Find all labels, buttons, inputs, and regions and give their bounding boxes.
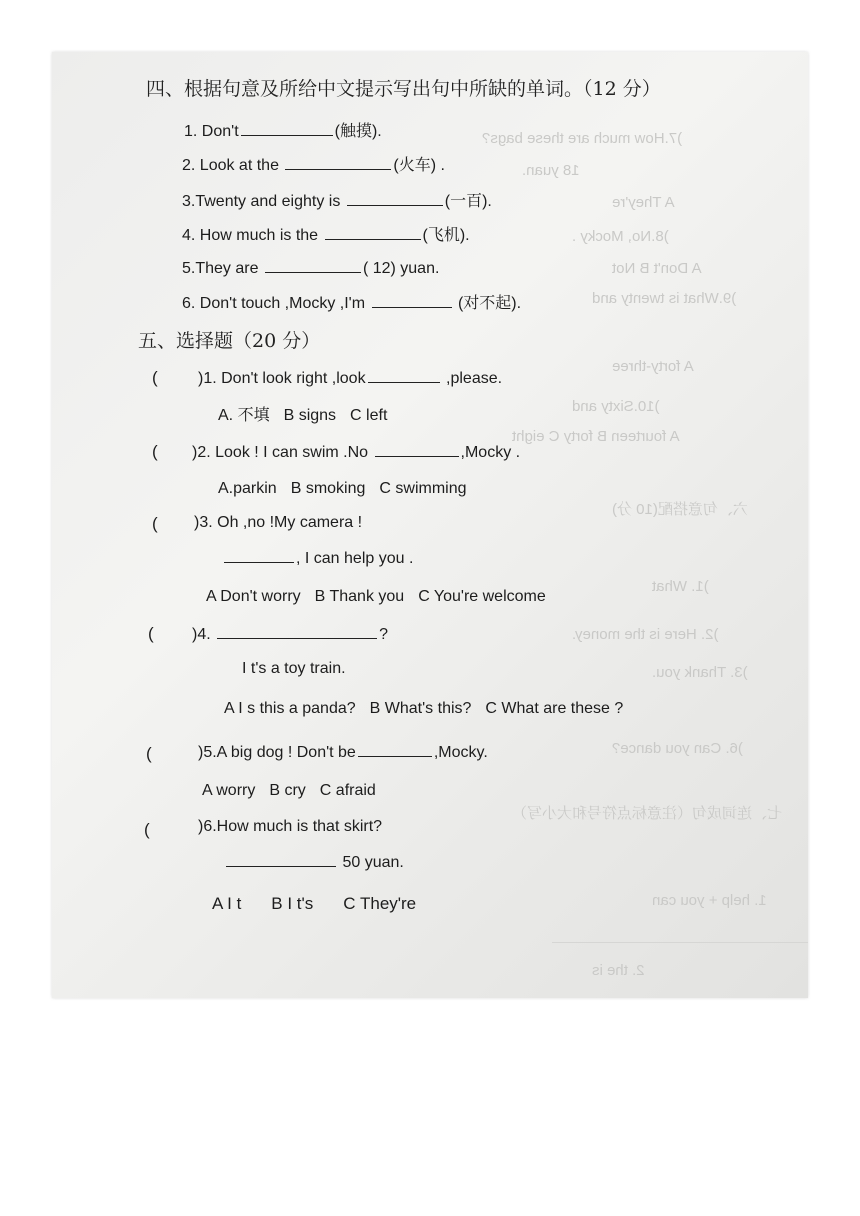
fill-item-6	[182, 290, 521, 313]
question-3-line-2	[222, 548, 413, 568]
fill-item-6-hint: (对不起).	[457, 295, 522, 312]
option-a[interactable]: A.parkin	[218, 480, 277, 497]
fill-item-1	[184, 118, 382, 141]
worksheet-page	[52, 52, 808, 998]
question-3-options	[206, 588, 546, 606]
bleed-through-text: )1. What	[652, 578, 709, 595]
choice-question-4	[192, 624, 388, 644]
question-1-stem-end: ,please.	[446, 370, 503, 387]
fill-item-5-text: 5.They are	[182, 260, 259, 277]
fill-item-5-blank[interactable]	[265, 258, 361, 273]
bleed-through-text: )8.No, Mocky .	[572, 228, 669, 245]
bleed-through-text: 七、连词成句（注意标点符号和大小写）	[512, 805, 783, 822]
fill-item-6-blank[interactable]	[372, 293, 452, 308]
bleed-through-text: A They're	[612, 194, 675, 211]
question-3-line-2-text: , I can help you .	[296, 550, 414, 567]
question-3-stem: )3. Oh ,no !My camera !	[194, 514, 363, 531]
fill-item-5-hint: ( 12) yuan.	[362, 260, 440, 277]
bleed-through-text: )3. Thank you.	[652, 664, 748, 681]
answer-paren[interactable]: (	[144, 820, 150, 839]
choice-question-5	[198, 742, 488, 762]
fill-item-5	[182, 258, 439, 278]
question-5-options	[202, 782, 376, 800]
bleed-through-text: )7.How much are these bags?	[482, 130, 683, 147]
option-a[interactable]: A I s this a panda?	[224, 700, 356, 717]
fill-item-2-hint: (火车) .	[393, 157, 445, 174]
bleed-through-text: )2. Here is the money.	[572, 626, 719, 643]
choice-question-1	[198, 368, 502, 388]
option-b[interactable]: B Thank you	[314, 588, 405, 605]
question-2-options	[218, 480, 467, 498]
question-6-line-2-text: 50 yuan.	[342, 854, 404, 871]
question-4-options	[224, 700, 623, 718]
section-4-heading: 四、根据句意及所给中文提示写出句中所缺的单词。（12 分）	[146, 78, 661, 100]
question-4-blank[interactable]	[217, 624, 377, 639]
option-c[interactable]: C left	[350, 407, 388, 424]
fill-item-3	[182, 188, 492, 211]
option-c[interactable]: C They're	[343, 894, 417, 913]
bleed-through-text: 六、句意搭配(10 分)	[612, 501, 748, 518]
fill-item-4-hint: (飞机).	[422, 227, 470, 244]
option-b[interactable]: B What's this?	[369, 700, 472, 717]
option-b[interactable]: B signs	[283, 407, 337, 424]
question-4-stem: )4.	[192, 626, 211, 643]
option-b[interactable]: B cry	[269, 782, 306, 799]
fold-line	[552, 942, 808, 943]
option-a[interactable]: A Don't worry	[206, 588, 301, 605]
option-a[interactable]: A worry	[202, 782, 256, 799]
bleed-through-text: )9.What is twenty and	[592, 290, 737, 307]
fill-item-4-blank[interactable]	[325, 225, 421, 240]
bleed-through-text: 2. the is	[592, 962, 645, 979]
answer-paren[interactable]: (	[152, 514, 158, 533]
bleed-through-text: A Don't B Not	[612, 260, 702, 277]
answer-paren[interactable]: (	[152, 442, 158, 461]
option-c[interactable]: C What are these ?	[485, 700, 624, 717]
question-6-line-2	[224, 852, 404, 872]
option-a[interactable]: A I t	[212, 894, 242, 913]
option-b[interactable]: B I t's	[271, 894, 314, 913]
question-6-blank[interactable]	[226, 852, 336, 867]
question-4-stem-end: ?	[379, 626, 389, 643]
question-5-stem-end: ,Mocky.	[433, 744, 488, 761]
question-4-line-2	[242, 660, 346, 678]
question-2-stem: )2. Look ! I can swim .No	[192, 444, 369, 461]
bleed-through-text: 18 yuan.	[522, 162, 580, 179]
fill-item-3-blank[interactable]	[347, 191, 443, 206]
bleed-through-text: )6. Can you dance?	[612, 740, 743, 757]
question-1-stem: )1. Don't look right ,look	[198, 370, 366, 387]
question-1-blank[interactable]	[368, 368, 440, 383]
question-5-stem: )5.A big dog ! Don't be	[198, 744, 356, 761]
question-6-options	[212, 894, 416, 914]
fill-item-4	[182, 222, 470, 245]
choice-question-2	[192, 442, 520, 462]
bleed-through-text: )10.Sixty and	[572, 398, 660, 415]
question-6-stem: )6.How much is that skirt?	[198, 818, 383, 835]
question-5-blank[interactable]	[358, 742, 432, 757]
bleed-through-text: A forty-three	[612, 358, 694, 375]
fill-item-4-text: 4. How much is the	[182, 227, 319, 244]
fill-item-6-text: 6. Don't touch ,Mocky ,I'm	[182, 295, 366, 312]
fill-item-1-text: 1. Don't	[184, 123, 239, 140]
fill-item-1-blank[interactable]	[241, 121, 333, 136]
bleed-through-text: 1. help + you can	[652, 892, 767, 909]
fill-item-2-text: 2. Look at the	[182, 157, 279, 174]
question-4-answer-text: I t's a toy train.	[242, 660, 346, 677]
option-c[interactable]: C You're welcome	[418, 588, 546, 605]
answer-paren[interactable]: (	[148, 624, 154, 643]
option-c[interactable]: C afraid	[319, 782, 376, 799]
fill-item-2-blank[interactable]	[285, 155, 391, 170]
choice-question-3	[194, 514, 362, 532]
answer-paren[interactable]: (	[146, 744, 152, 763]
fill-item-3-text: 3.Twenty and eighty is	[182, 193, 341, 210]
question-2-stem-end: ,Mocky .	[460, 444, 521, 461]
fill-item-2	[182, 152, 445, 175]
choice-question-6	[198, 818, 382, 836]
option-a[interactable]: A. 不填	[218, 407, 270, 424]
bleed-through-text: A fourteen B forty C eight	[512, 428, 680, 445]
question-3-blank[interactable]	[224, 548, 294, 563]
fill-item-1-hint: (触摸).	[334, 123, 382, 140]
question-2-blank[interactable]	[375, 442, 459, 457]
section-5-heading: 五、选择题（20 分）	[138, 330, 321, 352]
question-1-options	[218, 402, 387, 425]
option-c[interactable]: C swimming	[379, 480, 467, 497]
option-b[interactable]: B smoking	[290, 480, 366, 497]
fill-item-3-hint: (一百).	[444, 193, 492, 210]
answer-paren[interactable]: (	[152, 368, 158, 387]
